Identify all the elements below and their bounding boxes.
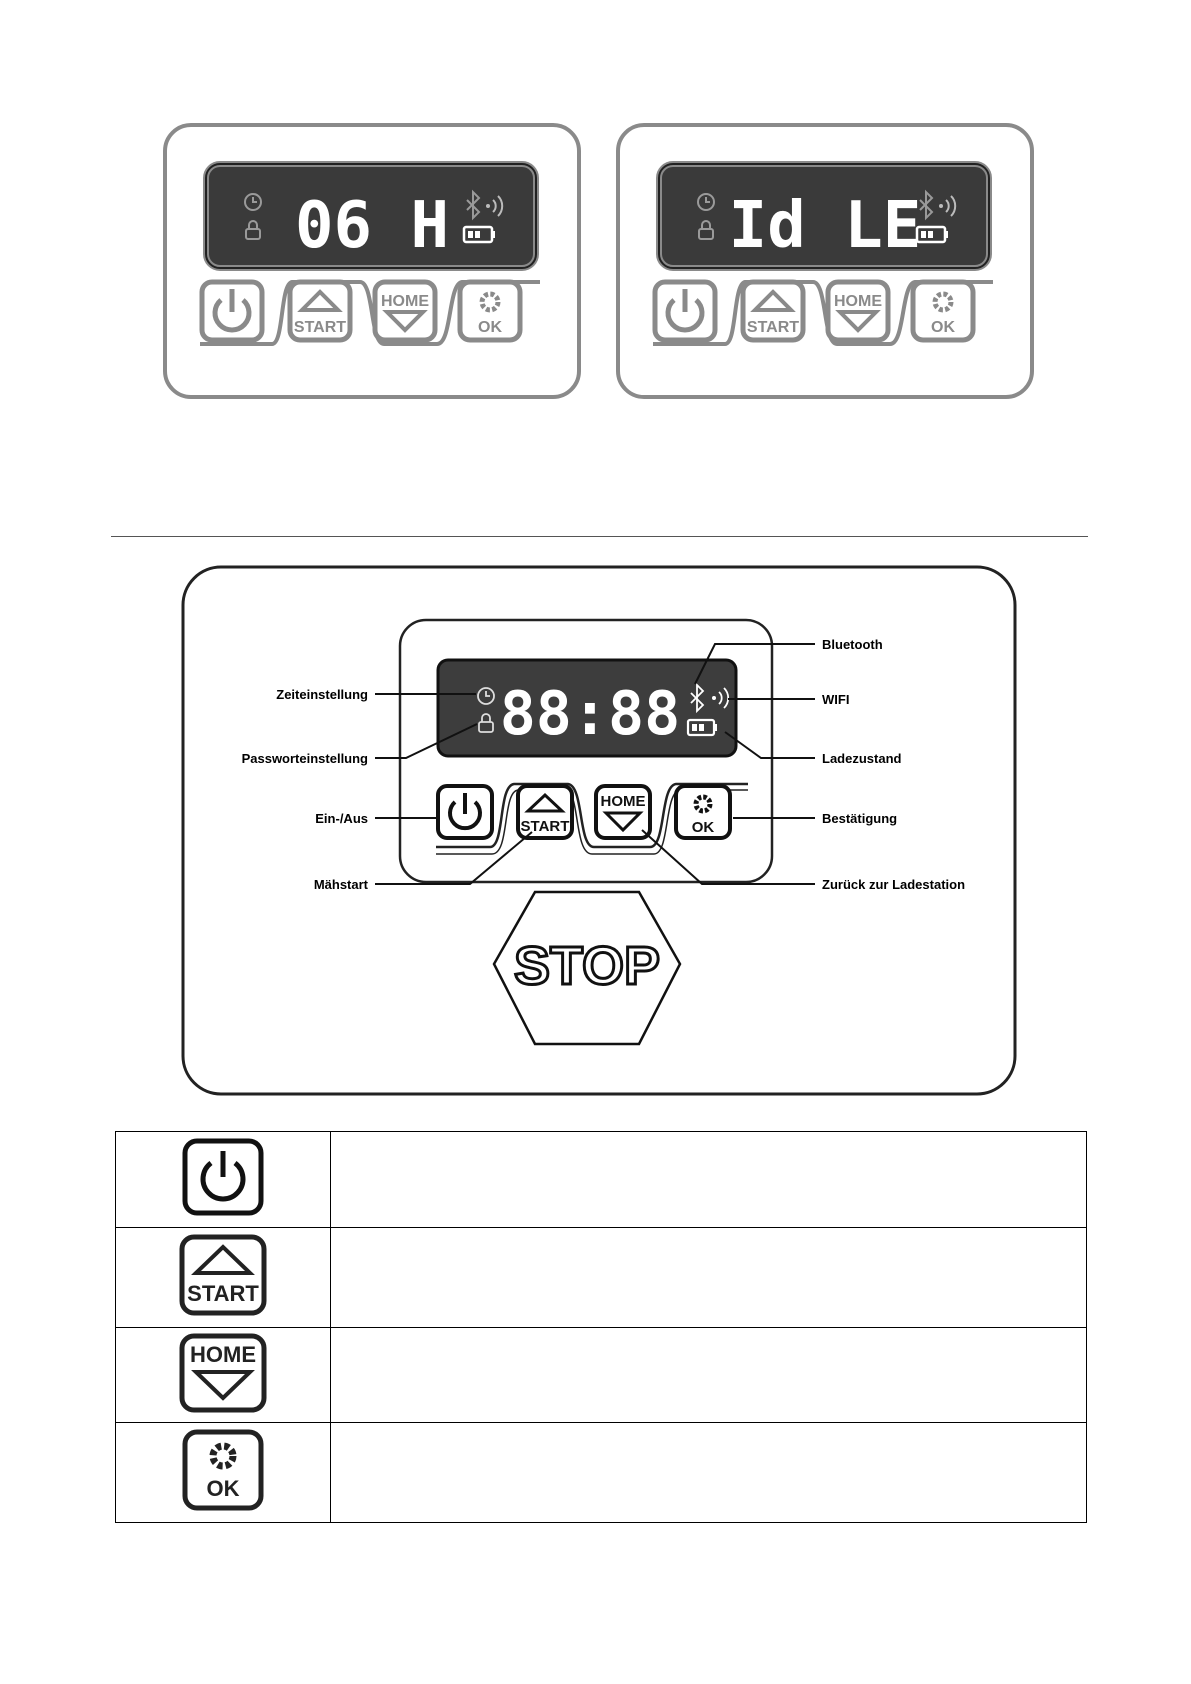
label-bluetooth: Bluetooth	[822, 637, 883, 652]
display-readout: Id LE	[728, 189, 922, 263]
key-table	[115, 1131, 1087, 1523]
table-row	[116, 1423, 1087, 1523]
icon-cell	[116, 1132, 331, 1228]
table-row	[116, 1132, 1087, 1228]
start-button-label: START	[293, 319, 347, 336]
description-cell	[331, 1423, 1087, 1523]
ok-icon-label: OK	[206, 1476, 240, 1501]
label-time-setting: Zeiteinstellung	[276, 687, 368, 702]
control-panel-example-2	[615, 122, 1035, 400]
start-button[interactable]	[743, 282, 803, 340]
home-button-label: HOME	[600, 793, 646, 810]
label-password-setting: Passworteinstellung	[241, 751, 368, 766]
icon-cell	[116, 1228, 331, 1328]
power-button[interactable]	[438, 786, 492, 838]
start-icon	[178, 1233, 268, 1317]
description-cell	[331, 1132, 1087, 1228]
control-panel-example-1	[162, 122, 582, 400]
label-return-home: Zurück zur Ladestation	[822, 877, 966, 892]
start-icon-label: START	[187, 1281, 259, 1306]
display-readout: 88:88	[499, 679, 681, 749]
label-mow-start: Mähstart	[313, 877, 368, 892]
ok-button[interactable]	[676, 786, 730, 838]
ok-button-label: OK	[691, 819, 715, 836]
stop-button-label: STOP	[513, 936, 661, 996]
ok-button[interactable]	[460, 282, 520, 340]
ok-button[interactable]	[913, 282, 973, 340]
label-confirm: Bestätigung	[822, 811, 898, 826]
ok-button-label: OK	[931, 319, 955, 336]
start-button-label: START	[746, 319, 800, 336]
label-power: Ein-/Aus	[315, 811, 368, 826]
start-button-label: START	[520, 818, 570, 835]
section-divider	[111, 536, 1088, 537]
ok-icon	[181, 1428, 265, 1512]
icon-cell	[116, 1328, 331, 1423]
home-button[interactable]	[375, 282, 435, 340]
label-wifi: WIFI	[822, 692, 850, 707]
power-button[interactable]	[655, 282, 715, 340]
display-readout: 06 H	[294, 189, 450, 263]
ok-button-label: OK	[478, 319, 502, 336]
home-button-label: HOME	[381, 293, 429, 310]
table-row	[116, 1328, 1087, 1423]
label-charge-state: Ladezustand	[822, 751, 902, 766]
table-row	[116, 1228, 1087, 1328]
power-button[interactable]	[202, 282, 262, 340]
control-panel-diagram	[180, 564, 1020, 1099]
description-cell	[331, 1228, 1087, 1328]
home-icon-label: HOME	[190, 1341, 256, 1367]
description-cell	[331, 1328, 1087, 1423]
power-icon	[181, 1137, 265, 1217]
start-button[interactable]	[518, 786, 572, 838]
icon-cell	[116, 1423, 331, 1523]
home-button-label: HOME	[834, 293, 882, 310]
start-button[interactable]	[290, 282, 350, 340]
home-button[interactable]	[828, 282, 888, 340]
home-icon	[178, 1332, 268, 1414]
